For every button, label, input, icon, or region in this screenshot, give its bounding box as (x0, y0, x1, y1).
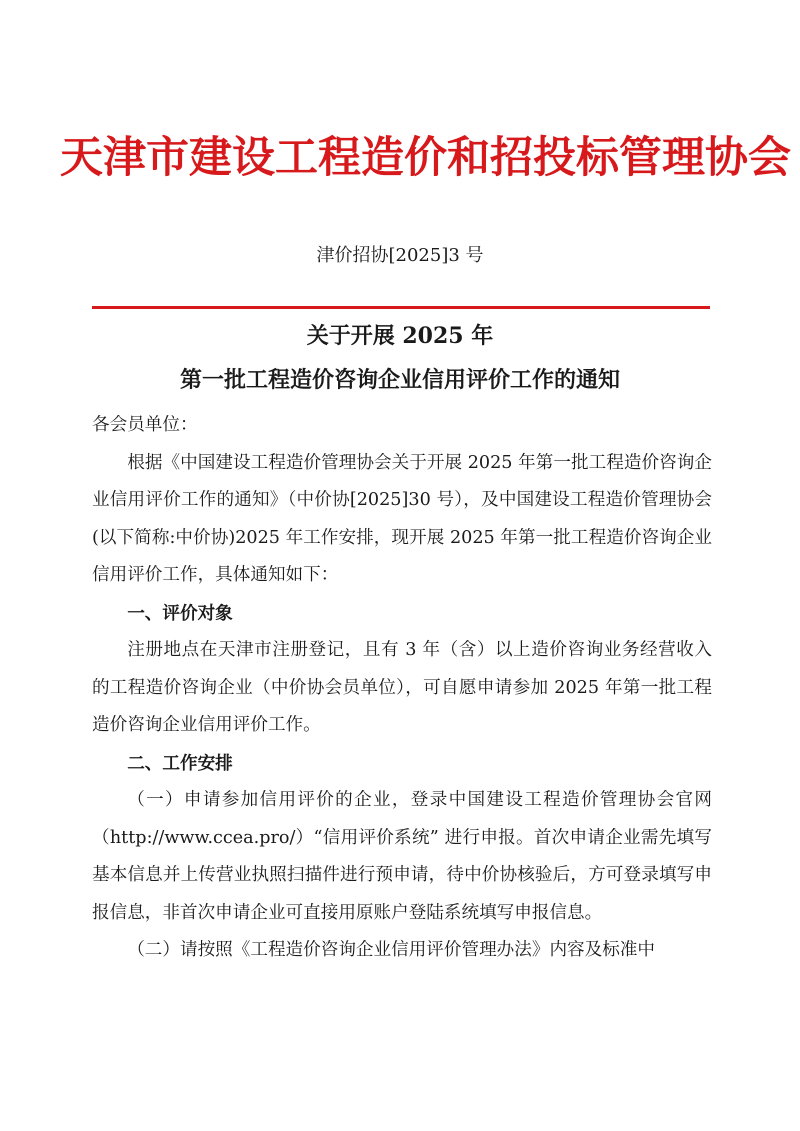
red-divider-line (92, 306, 710, 309)
section-2-heading: 二、工作安排 (127, 752, 233, 774)
notice-title-line-1: 关于开展 2025 年 (306, 323, 494, 349)
section-2-item-1: （一）申请参加信用评价的企业，登录中国建设工程造价管理协会官网（http://www.ccea.pro/）“信用评价系统” 进行申报。首次申请企业需先填写基本信息并上传营业执照扫描件进行预申请，待中价协核验后，方可登录填写申报信息，非首次申请企业可直接用原账户登陆系统填写申报信息。 (92, 790, 712, 923)
organization-letterhead: 天津市建设工程造价和招投标管理协会 (60, 133, 791, 183)
intro-paragraph: 根据《中国建设工程造价管理协会关于开展 2025 年第一批工程造价咨询企业信用评价工作的通知》（中价协[2025]30 号），及中国建设工程造价管理协会(以下简称:中价协)2025 年工作安排，现开展 2025 年第一批工程造价咨询企业信用评价工作，具体通知如下： (92, 452, 712, 585)
notice-title-line-2: 第一批工程造价咨询企业信用评价工作的通知 (179, 367, 620, 393)
notice-body (92, 407, 712, 970)
section-1-heading: 一、评价对象 (127, 602, 233, 624)
section-2-item-2: （二）请按照《工程造价咨询企业信用评价管理办法》内容及标准中 (127, 940, 656, 960)
section-1-paragraph: 注册地点在天津市注册登记，且有 3 年（含）以上造价咨询业务经营收入的工程造价咨询企业（中价协会员单位），可自愿申请参加 2025 年第一批工程造价咨询企业信用评价工作。 (92, 640, 712, 735)
salutation: 各会员单位： (92, 415, 198, 435)
document-number: 津价招协[2025]3 号 (316, 245, 484, 266)
